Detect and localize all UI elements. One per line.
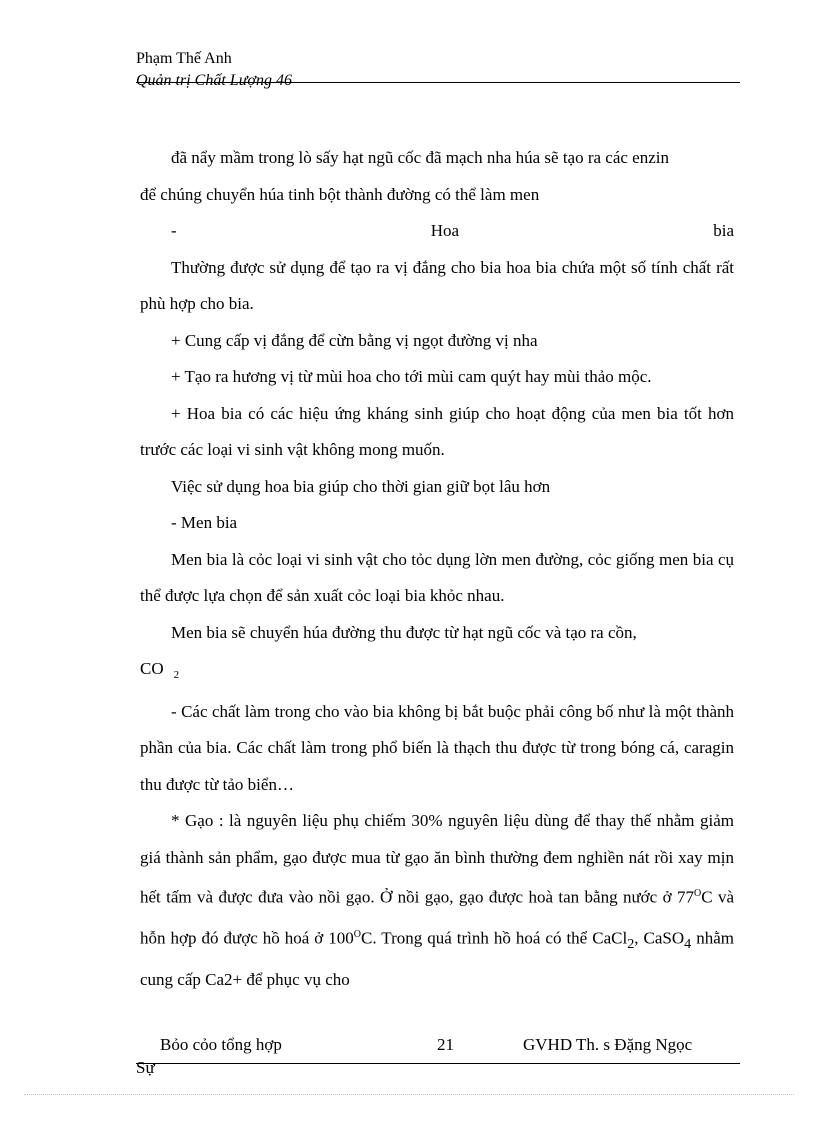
footer-supervisor-wrap: Sự <box>136 1058 155 1077</box>
rice-text-c: C. Trong quá trình hồ hoá có thể CaCl <box>361 928 628 948</box>
paragraph-malt-line2: để chúng chuyển húa tinh bột thành đường có thể làm men <box>140 184 540 204</box>
paragraph-hops-flavor: + Tạo ra hương vị từ mùi hoa cho tới mùi cam quýt hay mùi thảo mộc. <box>171 367 652 386</box>
cacl2-subscript: 2 <box>627 935 635 952</box>
footer-supervisor: GVHD Th. s Đặng Ngọc <box>523 1035 693 1054</box>
paragraph-hops-foam: Việc sử dụng hoa bia giúp cho thời gian giữ bọt lâu hơn <box>171 476 551 496</box>
footer-rule <box>136 1063 740 1064</box>
degree-mark-77: O <box>693 888 702 900</box>
document-body <box>140 140 734 999</box>
rice-text-b: C và hỗn hợp đó được hồ hoá ở 100 <box>140 888 734 948</box>
formula-co2 <box>140 651 734 694</box>
page-edge <box>24 1094 794 1095</box>
header-course: Quản trị Chất Lượng 46 <box>136 72 292 89</box>
heading-hops-word1: Hoa <box>430 221 460 240</box>
formula-co2-base: CO <box>140 659 164 678</box>
rice-text-e: nhằm cung cấp Ca2+ để phục vụ cho <box>140 928 734 990</box>
header-author: Phạm Thế Anh <box>136 50 232 67</box>
paragraph-yeast-definition: Men bia là cỏc loại vi sinh vật cho tỏc dụng lờn men đường, cỏc giống men bia cụ thể được lựa chọn để sản xuất cỏc loại bia khỏc nhau. <box>140 549 734 605</box>
paragraph-hops-antibiotic: + Hoa bia có các hiệu ứng kháng sinh giúp cho hoạt động của men bia tốt hơn trước các loại vi sinh vật không mong muốn. <box>140 403 734 459</box>
heading-hops-word2: bia <box>713 221 734 240</box>
rice-text-d: , CaSO <box>634 928 685 948</box>
paragraph-clarifiers: - Các chất làm trong cho vào bia không bị bắt buộc phải công bố như là một thành phần của bia. Các chất làm trong phổ biến là thạch thu được từ trong bóng cá, caragin thu được từ tảo biển… <box>140 701 734 794</box>
footer-page-number: 21 <box>437 1035 454 1054</box>
paragraph-yeast-conversion: Men bia sẽ chuyển húa đường thu được từ hạt ngũ cốc và tạo ra cồn, <box>171 622 637 642</box>
header-rule <box>136 82 740 83</box>
rice-text-a: * Gạo : là nguyên liệu phụ chiếm 30% nguyên liệu dùng để thay thế nhằm giảm giá thành sản phẩm, gạo được mua từ gạo ăn bình thường đem nghiền nát rồi xay mịn hết tấm và được đưa vào nồi gạo. Ở nồi gạo, gạo được hoà tan bằng nước ở 77 <box>140 811 734 908</box>
caso4-subscript: 4 <box>684 935 692 952</box>
paragraph-rice <box>140 803 734 998</box>
heading-yeast: - Men bia <box>171 513 238 532</box>
footer-report-title: Bỏo cỏo tổng hợp <box>160 1035 282 1054</box>
paragraph-malt-line1: đã nẩy mầm trong lò sấy hạt ngũ cốc đã mạch nha húa sẽ tạo ra các enzin <box>171 148 669 167</box>
heading-hops <box>140 213 734 250</box>
paragraph-hops-usage: Thường được sử dụng để tạo ra vị đắng cho bia hoa bia chứa một số tính chất rất phù hợp cho bia. <box>140 257 734 313</box>
formula-co2-subscript: 2 <box>173 669 180 682</box>
degree-mark-100: O <box>353 928 361 940</box>
paragraph-hops-bitter: + Cung cấp vị đắng để cừn bằng vị ngọt đường vị nha <box>171 330 538 350</box>
heading-hops-dash: - <box>171 221 177 240</box>
